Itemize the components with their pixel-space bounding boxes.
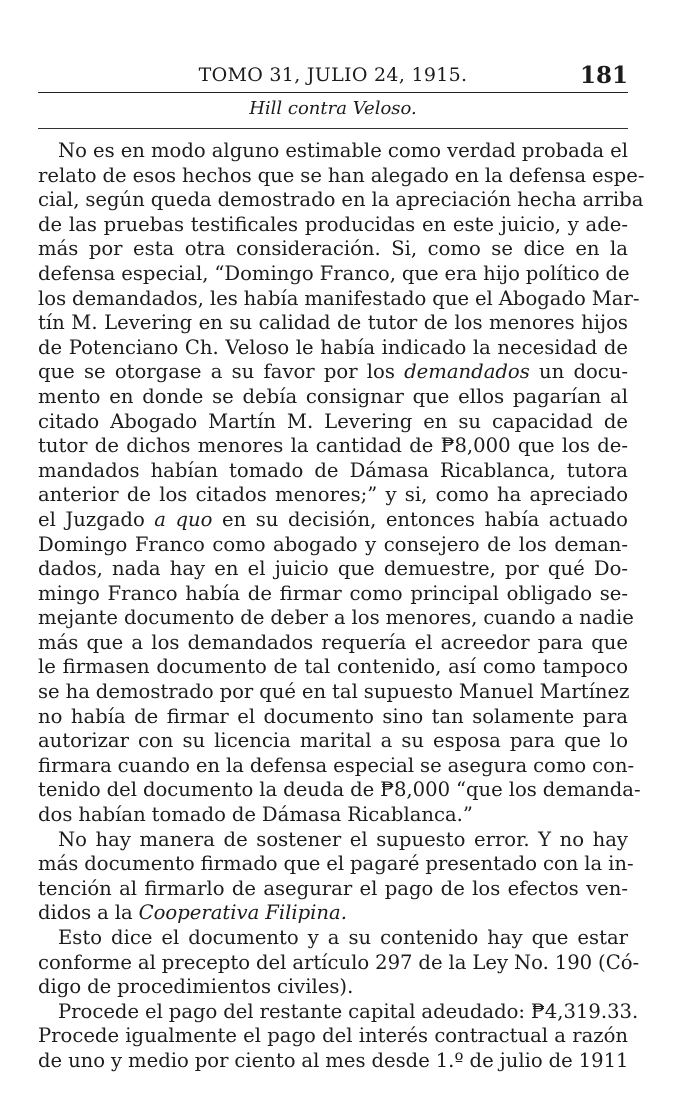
paragraph-1 xyxy=(38,139,645,828)
paragraph-4 xyxy=(38,999,639,1074)
text-segment: didos a la xyxy=(38,901,133,925)
page-number: 181 xyxy=(579,62,628,89)
document-page xyxy=(38,58,645,1074)
text-line: le firmasen documento de tal contenido, así como tampoco xyxy=(38,655,628,679)
text-line: mandados habían tomado de Dámasa Ricablanca, tutora xyxy=(38,458,628,482)
text-line-mixed xyxy=(38,901,628,926)
text-line: relato de esos hechos que se han alegado en la defensa espe- xyxy=(38,163,645,187)
paragraph-2 xyxy=(38,827,634,926)
text-line: Procede igualmente el pago del interés contractual a razón xyxy=(38,1024,628,1048)
text-line-mixed xyxy=(38,360,628,385)
text-line: los demandados, les había manifestado que el Abogado Mar- xyxy=(38,286,640,310)
header-rule xyxy=(38,92,628,93)
text-line: cial, según queda demostrado en la apreciación hecha arriba xyxy=(38,188,644,212)
text-line: Domingo Franco como abogado y consejero de los deman- xyxy=(38,532,628,556)
text-line: de uno y medio por ciento al mes desde 1.º de julio de 1911 xyxy=(38,1048,629,1072)
text-line: tenido del documento la deuda de ₱8,000 “que los demanda- xyxy=(38,778,641,802)
text-line: No es en modo alguno estimable como verdad probada el xyxy=(58,139,628,162)
body-text xyxy=(38,139,645,1074)
text-segment: en su decisión, entonces había actuado xyxy=(222,507,628,531)
text-segment: el Juzgado xyxy=(38,507,145,531)
text-line: citado Abogado Martín M. Levering en su capacidad de xyxy=(38,409,628,433)
text-line: dos habían tomado de Dámasa Ricablanca.” xyxy=(38,803,473,827)
text-line: dados, nada hay en el juicio que demuestre, por qué Do- xyxy=(38,557,628,581)
text-line: autorizar con su licencia marital a su esposa para que lo xyxy=(38,729,628,753)
text-line: defensa especial, “Domingo Franco, que era hijo político de xyxy=(38,261,630,285)
text-line: mingo Franco había de firmar como principal obligado se- xyxy=(38,581,628,605)
text-line: Procede el pago del restante capital adeudado: ₱4,319.33. xyxy=(58,999,639,1023)
text-line: Esto dice el documento y a su contenido hay que estar xyxy=(58,926,628,949)
text-line: más por esta otra consideración. Si, como se dice en la xyxy=(38,237,628,261)
italic-term: a quo xyxy=(154,507,213,531)
text-line: no había de firmar el documento sino tan solamente para xyxy=(38,704,628,728)
text-line: mejante documento de deber a los menores, cuando a nadie xyxy=(38,606,634,630)
text-line: conforme al precepto del artículo 297 de la Ley No. 190 (Có- xyxy=(38,950,640,974)
running-header xyxy=(38,58,628,92)
text-line-mixed xyxy=(38,508,628,533)
text-line: más que a los demandados requería el acreedor para que xyxy=(38,630,628,654)
italic-term: Cooperativa Filipina. xyxy=(138,901,347,925)
text-line: de Potenciano Ch. Veloso le había indicado la necesidad de xyxy=(38,335,628,359)
text-line: se ha demostrado por qué en tal supuesto Manuel Martínez xyxy=(38,680,630,704)
italic-term: demandados xyxy=(404,360,530,384)
case-title-rule xyxy=(38,128,628,129)
text-line: tín M. Levering en su calidad de tutor de los menores hijos xyxy=(38,311,628,335)
text-line: tención al firmarlo de asegurar el pago de los efectos ven- xyxy=(38,876,628,900)
text-line: mento en donde se debía consignar que ellos pagarían al xyxy=(38,384,628,408)
text-segment: que se otorgase a su favor por los xyxy=(38,360,395,384)
text-line: No hay manera de sostener el supuesto error. Y no hay xyxy=(58,827,628,851)
text-line: anterior de los citados menores;” y si, como ha apreciado xyxy=(38,483,628,507)
text-line: tutor de dichos menores la cantidad de ₱8,000 que los de- xyxy=(38,434,628,458)
text-segment: un docu- xyxy=(539,360,628,384)
paragraph-3 xyxy=(38,926,640,1000)
text-line: más documento firmado que el pagaré presentado con la in- xyxy=(38,852,634,876)
text-line: digo de procedimientos civiles). xyxy=(38,975,354,999)
case-title: Hill contra Veloso. xyxy=(249,98,417,119)
text-line: de las pruebas testificales producidas en este juicio, y ade- xyxy=(38,212,628,236)
text-line: firmara cuando en la defensa especial se asegura como con- xyxy=(38,753,635,777)
running-title: TOMO 31, JULIO 24, 1915. xyxy=(198,64,468,86)
